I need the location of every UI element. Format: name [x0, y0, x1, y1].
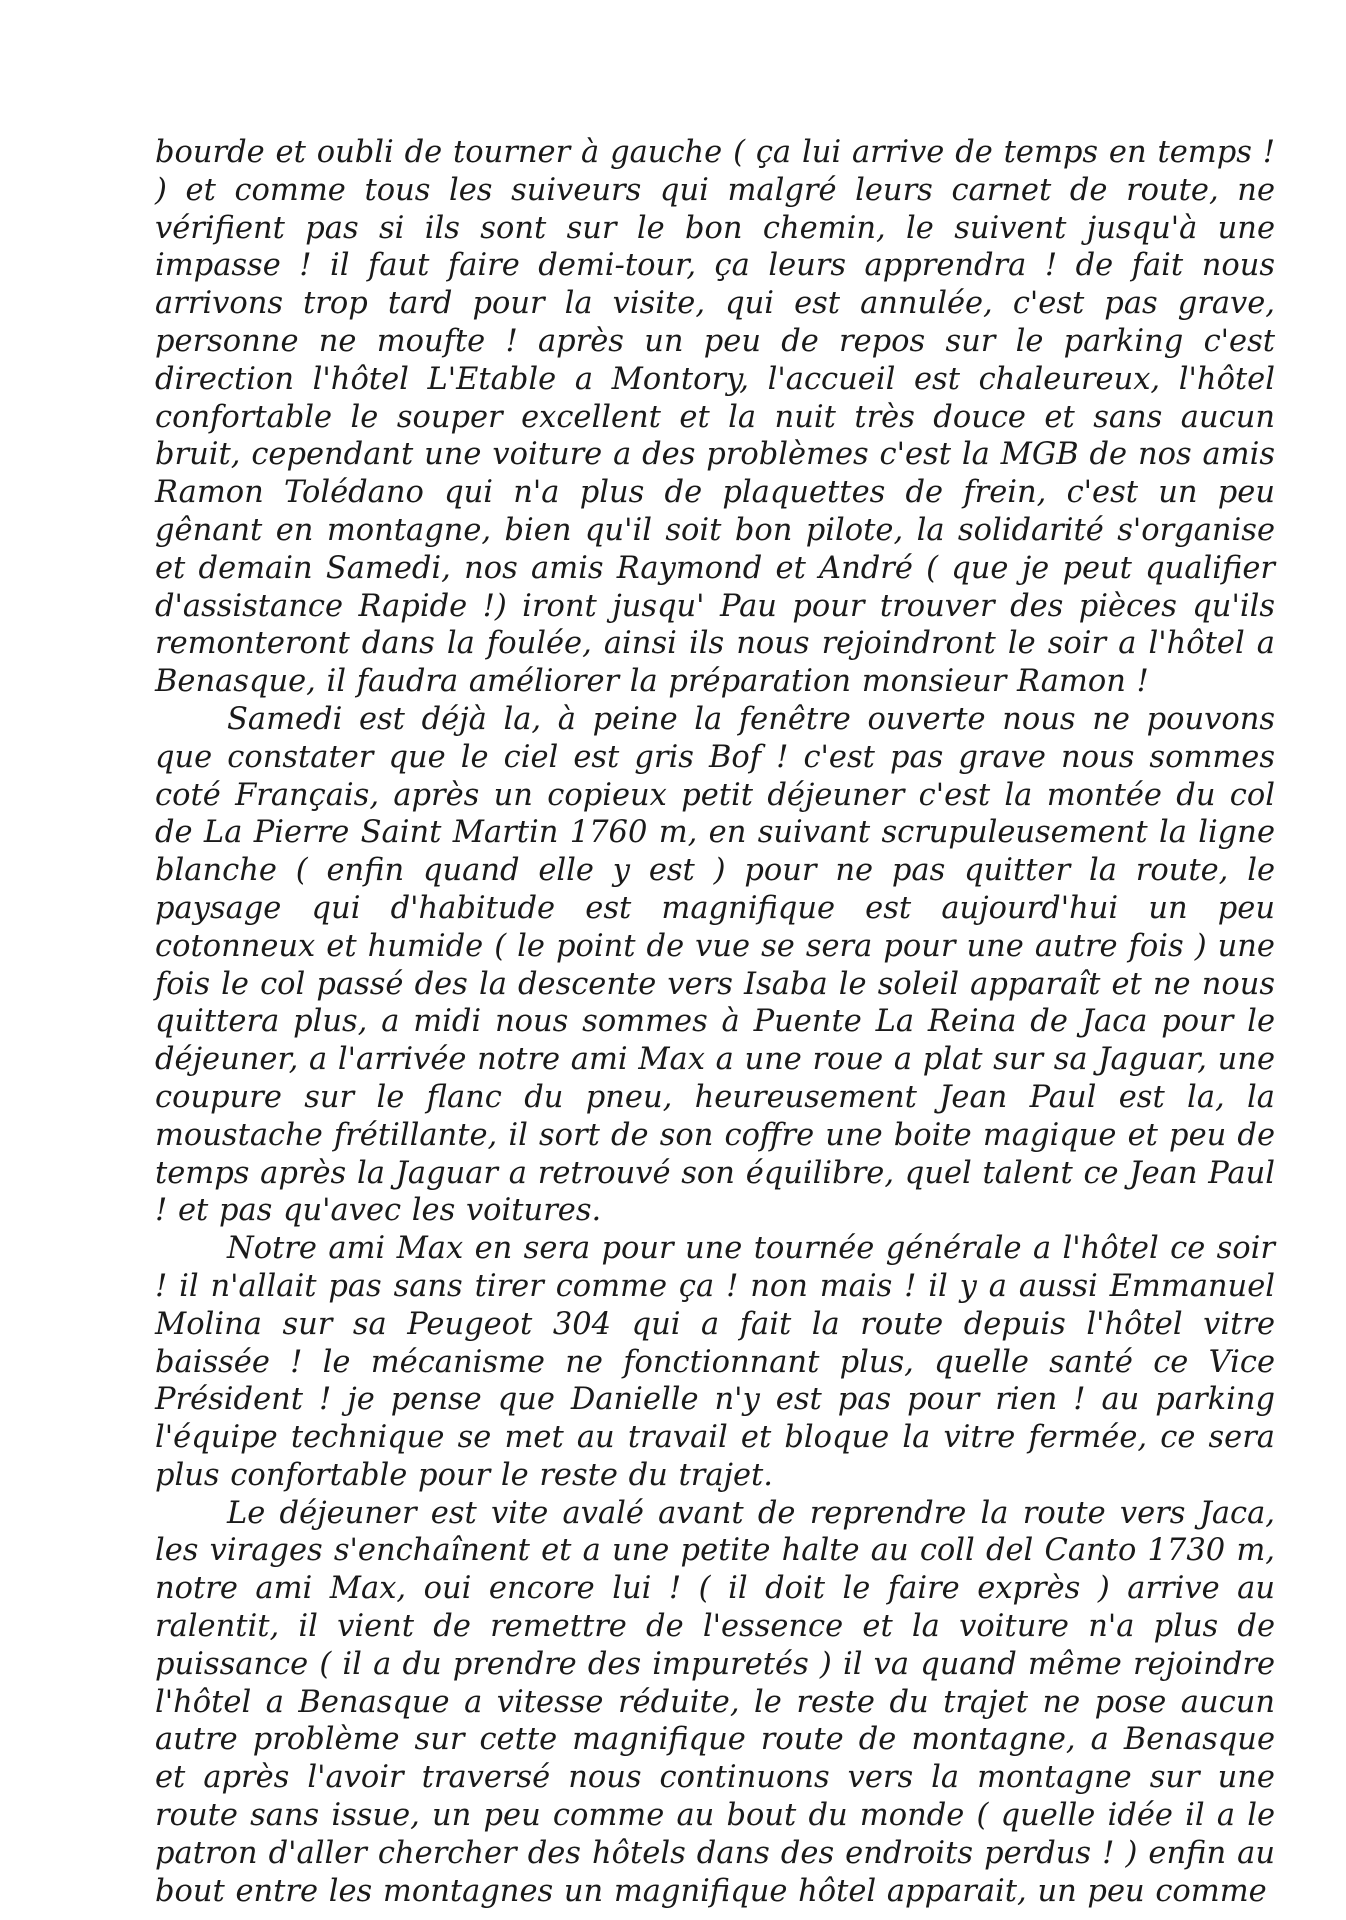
paragraph-2: Samedi est déjà la, à peine la fenêtre ouverte nous ne pouvons que constater que le ciel est gris Bof ! c'est pas grave nous sommes coté Français, après un copieux petit déjeuner c'est la montée du col de La Pierre Saint Martin 1760 m, en suivant scrupuleusement la ligne blanche ( enfin quand elle y est ) pour ne pas quitter la route, le paysage qui d'habitude est magnifique est aujourd'hui un peu cotonneux et humide ( le point de vue se sera pour une autre fois ) une fois le col passé des la descente vers Isaba le soleil apparaît et ne nous quittera plus, a midi nous sommes à Puente La Reina de Jaca pour le déjeuner, a l'arrivée notre ami Max a une roue a plat sur sa Jaguar, une coupure sur le flanc du pneu, heureusement Jean Paul est la, la moustache frétillante, il sort de son coffre une boite magique et peu de temps après la Jaguar a retrouvé son équilibre, quel talent ce Jean Paul ! et pas qu'avec les voitures.: [155, 701, 1275, 1229]
body-text: [155, 134, 1275, 1910]
paragraph-1: bourde et oubli de tourner à gauche ( ça lui arrive de temps en temps ! ) et comme tous les suiveurs qui malgré leurs carnet de route, ne vérifient pas si ils sont sur le bon chemin, le suivent jusqu'à une impasse ! il faut faire demi-tour, ça leurs apprendra ! de fait nous arrivons trop tard pour la visite, qui est annulée, c'est pas grave, personne ne moufte ! après un peu de repos sur le parking c'est direction l'hôtel L'Etable a Montory, l'accueil est chaleureux, l'hôtel confortable le souper excellent et la nuit très douce et sans aucun bruit, cependant une voiture a des problèmes c'est la MGB de nos amis Ramon Tolédano qui n'a plus de plaquettes de frein, c'est un peu gênant en montagne, bien qu'il soit bon pilote, la solidarité s'organise et demain Samedi, nos amis Raymond et André ( que je peut qualifier d'assistance Rapide !) iront jusqu' Pau pour trouver des pièces qu'ils remonteront dans la foulée, ainsi ils nous rejoindront le soir a l'hôtel a Benasque, il faudra améliorer la préparation monsieur Ramon !: [155, 135, 1275, 700]
paragraph-4: Le déjeuner est vite avalé avant de reprendre la route vers Jaca, les virages s'enchaînent et a une petite halte au coll del Canto 1730 m, notre ami Max, oui encore lui ! ( il doit le faire exprès ) arrive au ralentit, il vient de remettre de l'essence et la voiture n'a plus de puissance ( il a du prendre des impuretés ) il va quand même rejoindre l'hôtel a Benasque a vitesse réduite, le reste du trajet ne pose aucun autre problème sur cette magnifique route de montagne, a Benasque et après l'avoir traversé nous continuons vers la montagne sur une route sans issue, un peu comme au bout du monde ( quelle idée il a le patron d'aller chercher des hôtels dans des endroits perdus ! ) enfin au bout entre les montagnes un magnifique hôtel apparait, un peu comme: [155, 1495, 1275, 1909]
paragraph-3: Notre ami Max en sera pour une tournée générale a l'hôtel ce soir ! il n'allait pas sans tirer comme ça ! non mais ! il y a aussi Emmanuel Molina sur sa Peugeot 304 qui a fait la route depuis l'hôtel vitre baissée ! le mécanisme ne fonctionnant plus, quelle santé ce Vice Président ! je pense que Danielle n'y est pas pour rien ! au parking l'équipe technique se met au travail et bloque la vitre fermée, ce sera plus confortable pour le reste du trajet.: [155, 1231, 1275, 1493]
